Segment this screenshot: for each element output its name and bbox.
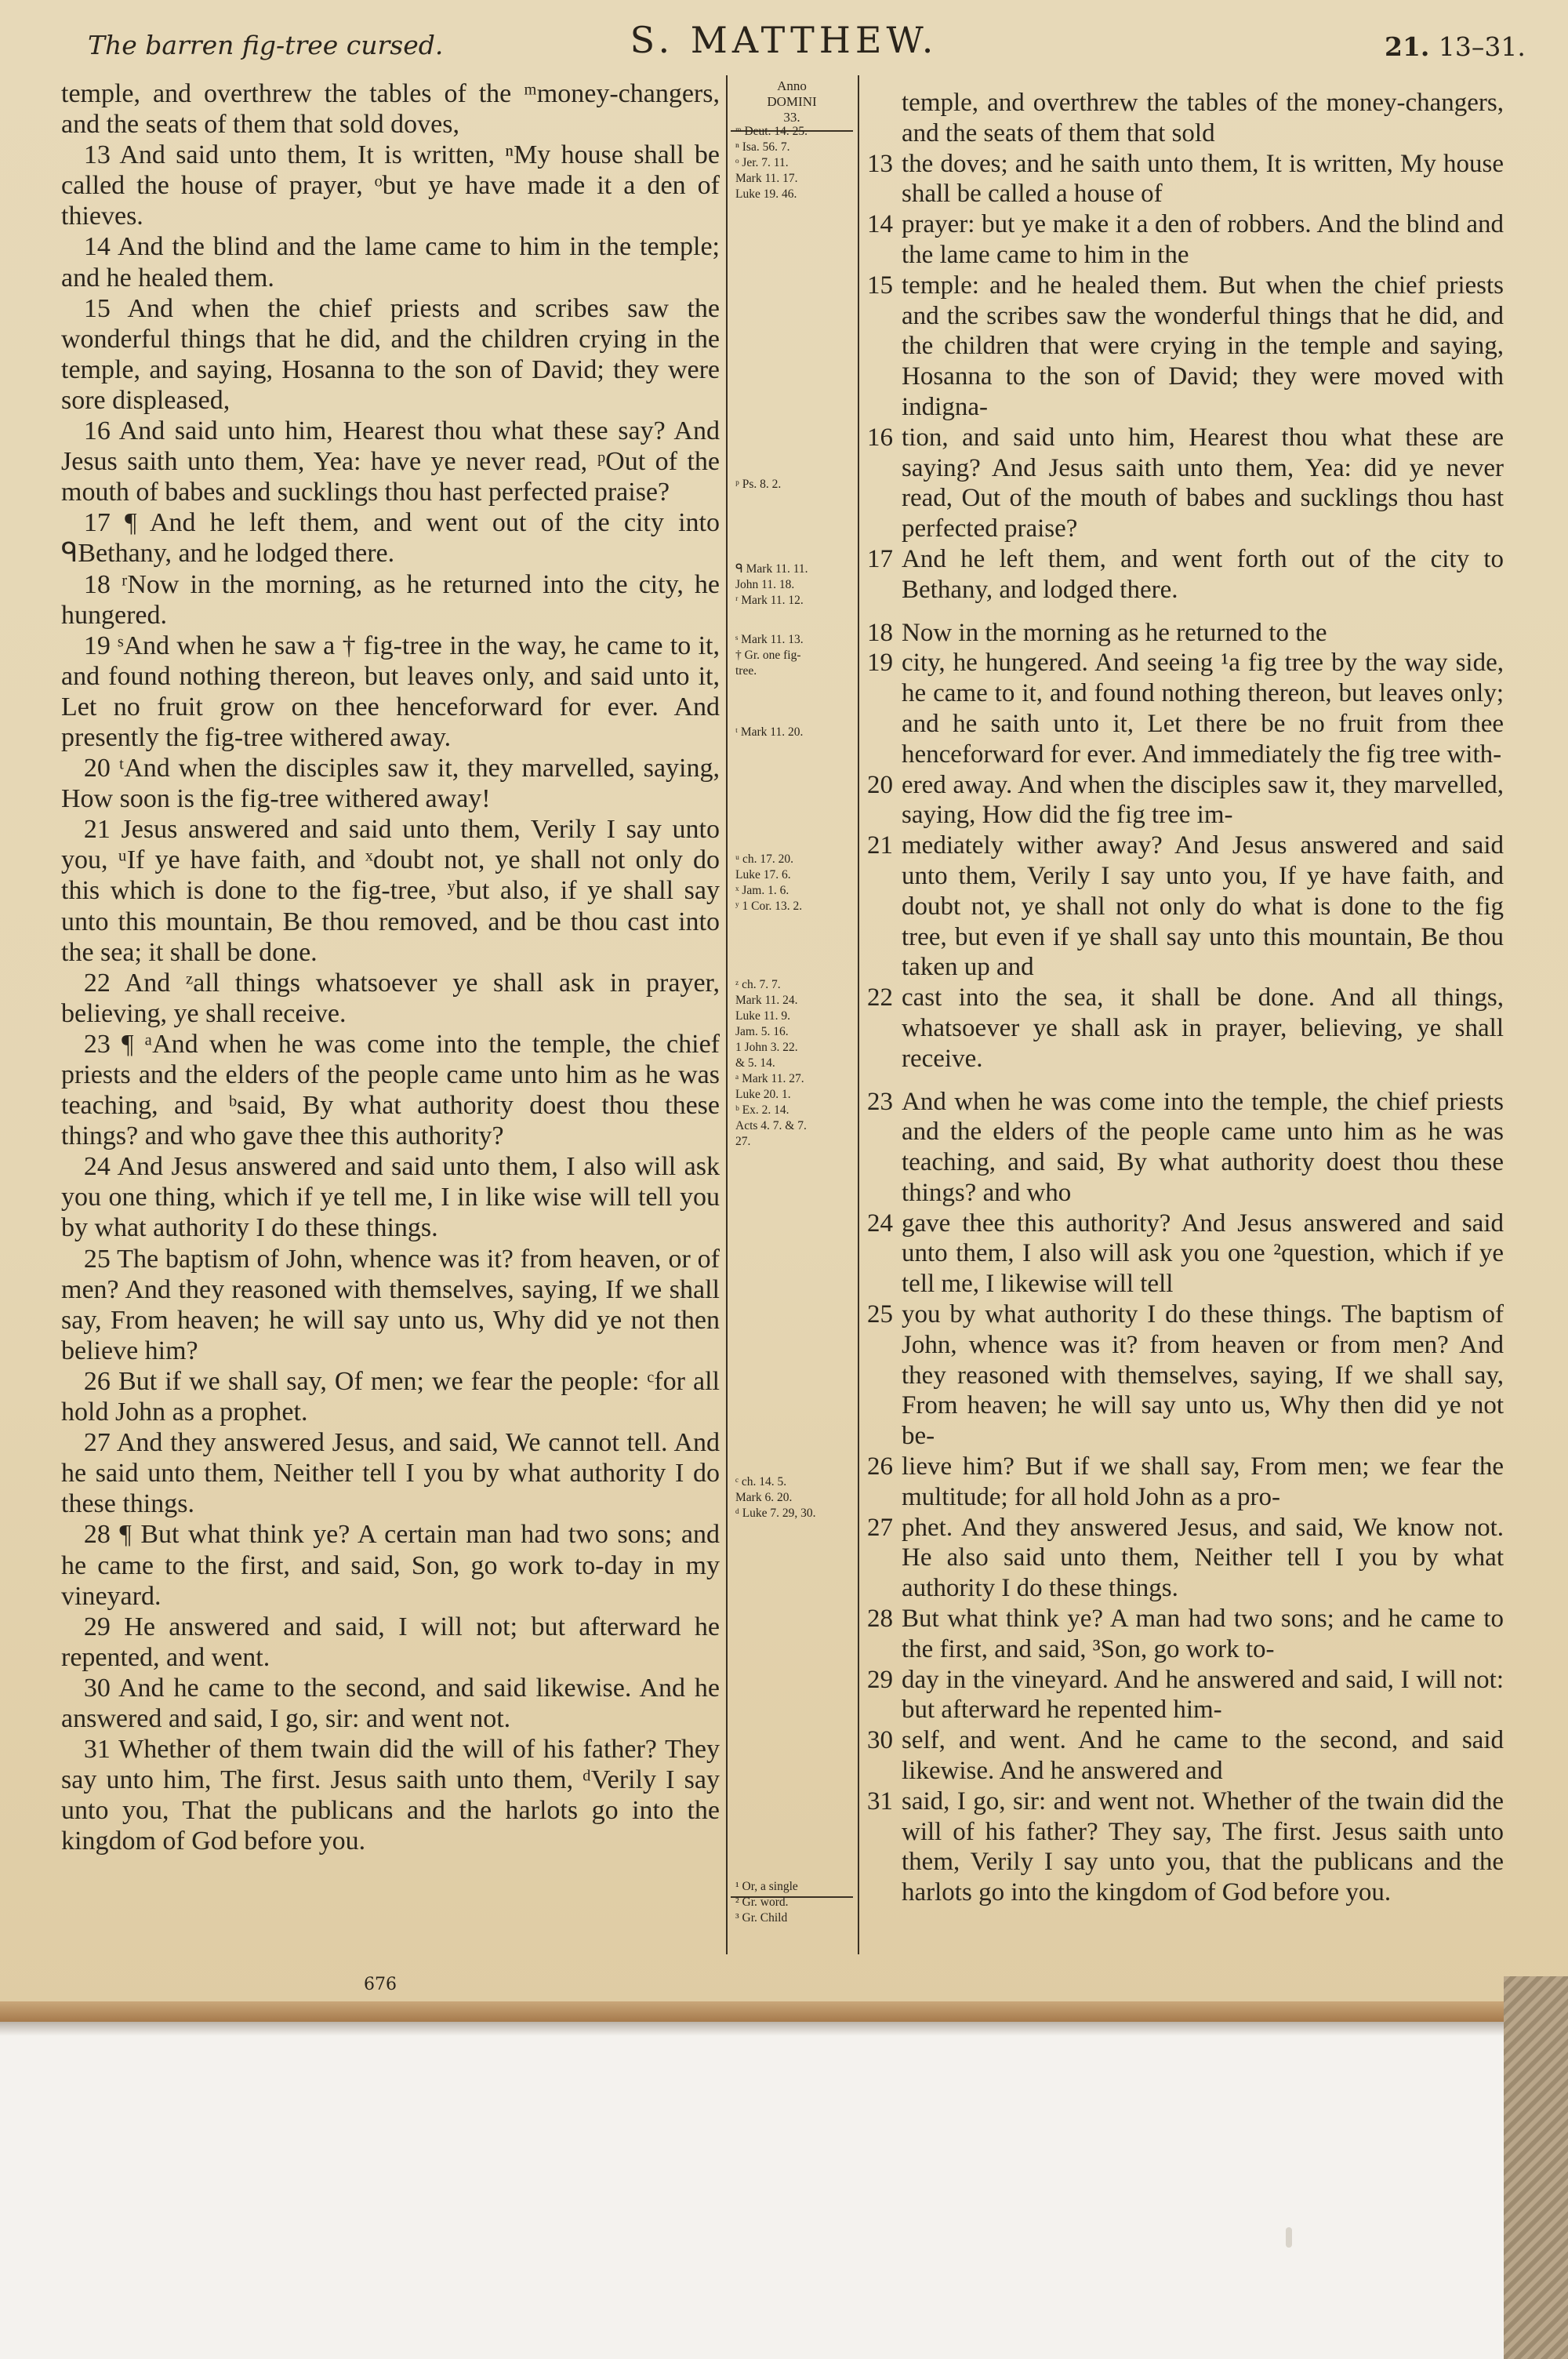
verse-number: 27	[867, 1513, 893, 1542]
chapter-verse-range	[1385, 31, 1526, 62]
rv-verse	[867, 1787, 1504, 1908]
verse-number: 20	[867, 770, 893, 799]
verse-text: cast into the sea, it shall be done. And all things, whatsoever ye shall ask in prayer, believing, ye shall receive.	[902, 983, 1504, 1073]
verse-number: 26	[867, 1452, 893, 1481]
verse-paragraph: 28 ¶ But what think ye? A certain man had two sons; and he came to the first, and said, Son, go work to-day in my vineyard.	[61, 1520, 720, 1611]
page-number: 676	[364, 1975, 397, 1994]
verse-text: But what think ye? A man had two sons; and he came to the first, and said, ³Son, go work to-	[902, 1605, 1504, 1663]
verse-paragraph: 19 ˢAnd when he saw a † fig-tree in the way, he came to it, and found nothing thereon, but leaves only, and said unto it, Let no fruit grow on thee henceforward for ever. And presently the fig-tree withered away.	[61, 631, 720, 752]
verse-text: And when he was come into the temple, the chief priests and the elders of the people came unto him as he was teaching, and said, By what authority doest thou these things? and who	[902, 1087, 1504, 1207]
rv-verse	[867, 618, 1504, 649]
verse-number: 17	[867, 544, 893, 573]
verse-number: 23	[867, 1087, 893, 1116]
cross-reference: ˢ Mark 11. 13. † Gr. one fig- tree.	[735, 633, 804, 678]
verse-paragraph: 21 Jesus answered and said unto them, Verily I say unto you, ᵘIf ye have faith, and ˣdoubt not, ye shall not only do this which is done to the fig-tree, ʸbut also, if ye shall say unto this mountain, Be thou removed, and be thou cast into the sea; it shall be done.	[61, 815, 720, 967]
verse-paragraph: 31 Whether of them twain did the will of his father? They say unto him, The first. Jesus saith unto them, ᵈVerily I say unto you, That the publicans and the harlots go into the kingdom of God before you.	[61, 1735, 720, 1856]
verse-paragraph: 26 But if we shall say, Of men; we fear the people: ᶜfor all hold John as a prophet.	[61, 1366, 720, 1427]
verse-number: 21	[867, 831, 893, 860]
verse-text: phet. And they answered Jesus, and said, We know not. He also said unto them, Neither tell I you by what authority I do these things.	[902, 1513, 1504, 1603]
cross-reference: ᵐ Deut. 14. 25. ⁿ Isa. 56. 7. ᵒ Jer. 7. 11. Mark 11. 17. Luke 19. 46.	[735, 125, 808, 201]
column-rule-right	[858, 75, 859, 1954]
verse-paragraph: temple, and overthrew the tables of the ᵐmoney-changers, and the seats of them that sold doves,	[61, 79, 720, 140]
verse-number: 16	[867, 423, 893, 452]
rv-verse	[867, 1725, 1504, 1787]
verse-text: temple, and overthrew the tables of the money-changers, and the seats of them that sold	[902, 89, 1504, 147]
verse-number: 30	[867, 1726, 893, 1755]
verse-text: ered away. And when the disciples saw it, they marvelled, saying, How did the fig tree im-	[902, 770, 1504, 830]
page-edge	[0, 2001, 1568, 2022]
rv-verse	[867, 271, 1504, 423]
marginal-references	[731, 75, 853, 1957]
verse-paragraph: 24 And Jesus answered and said unto them, I also will ask you one thing, which if ye tell me, I in like wise will tell you by what authority I do these things.	[61, 1152, 720, 1243]
verse-number: 28	[867, 1605, 893, 1634]
verse-number: 13	[867, 149, 893, 178]
verse-paragraph: 16 And said unto him, Hearest thou what these say? And Jesus saith unto them, Yea: have ye never read, ᵖOut of the mouth of babes and sucklings thou hast perfected praise?	[61, 416, 720, 507]
cross-reference: ¹ Or, a single ² Gr. word. ³ Gr. Child	[735, 1880, 798, 1925]
verse-paragraph: 25 The baptism of John, whence was it? from heaven, or of men? And they reasoned with themselves, saying, If we shall say, From heaven; he will say unto us, Why did ye not then believe him?	[61, 1244, 720, 1365]
verse-number: 19	[867, 649, 893, 678]
verse-text: you by what authority I do these things. The baptism of John, whence was it? from heaven or from men? And they reasoned with themselves, saying, If we shall say, From heaven; he will say unto us, Why then did ye not be-	[902, 1300, 1504, 1451]
rv-verse	[867, 1087, 1504, 1209]
verse-paragraph: 29 He answered and said, I will not; but afterward he repented, and went.	[61, 1612, 720, 1672]
verse-text: day in the vineyard. And he answered and said, I will not: but afterward he repented him-	[902, 1665, 1504, 1725]
verse-number: 14	[867, 210, 893, 239]
rv-verse	[867, 1665, 1504, 1726]
verse-number: 22	[867, 983, 893, 1012]
rv-verse	[867, 1209, 1504, 1299]
verse-paragraph: 17 ¶ And he left them, and went out of the city into ᑫBethany, and he lodged there.	[61, 508, 720, 569]
column-rule-left	[726, 75, 728, 1954]
rv-verse	[867, 1299, 1504, 1452]
verse-text: And he left them, and went forth out of the city to Bethany, and lodged there.	[902, 544, 1504, 604]
cross-reference: ᑫ Mark 11. 11. John 11. 18. ʳ Mark 11. 12.	[735, 562, 808, 607]
verse-paragraph: 18 ʳNow in the morning, as he returned into the city, he hungered.	[61, 569, 720, 630]
revised-version-column	[867, 88, 1504, 1908]
rv-verse	[867, 648, 1504, 769]
binding-cloth	[1504, 1976, 1568, 2359]
verse-number: 25	[867, 1300, 893, 1329]
verse-paragraph: 23 ¶ ᵃAnd when he was come into the temple, the chief priests and the elders of the people came unto him as he was teaching, and ᵇsaid, By what authority doest thou these things? and who gave thee this authority?	[61, 1029, 720, 1151]
rv-verse	[867, 88, 1504, 149]
rv-verse	[867, 1452, 1504, 1513]
verse-text: prayer: but ye make it a den of robbers. And the blind and the lame came to him in the	[902, 210, 1504, 269]
running-head-left: The barren fig-tree cursed.	[88, 30, 444, 60]
rv-verse	[867, 831, 1504, 983]
verse-number: 24	[867, 1209, 893, 1238]
dust-mark	[1286, 2227, 1292, 2248]
rv-verse	[867, 983, 1504, 1074]
rv-verse	[867, 1513, 1504, 1604]
verse-text: temple: and he healed them. But when the chief priests and the scribes saw the wonderful things that he did, and the children that were crying in the temple and saying, Hosanna to the son of David; they were moved with indigna-	[902, 271, 1504, 421]
verse-range: 13–31.	[1438, 31, 1526, 62]
rv-verse	[867, 423, 1504, 544]
verse-number: 29	[867, 1665, 893, 1694]
rv-verse	[867, 1604, 1504, 1665]
verse-paragraph: 30 And he came to the second, and said likewise. And he answered and said, I go, sir: and went not.	[61, 1673, 720, 1733]
rv-verse	[867, 770, 1504, 831]
page-shadow	[0, 2022, 1568, 2036]
cross-reference: ᵗ Mark 11. 20.	[735, 725, 804, 739]
verse-text: tion, and said unto him, Hearest thou what these are saying? And Jesus saith unto them, Yea: did ye never read, Out of the mouth of babes and sucklings thou hast perfected praise?	[902, 423, 1504, 543]
rv-verse	[867, 209, 1504, 271]
verse-paragraph: 22 And ᶻall things whatsoever ye shall ask in prayer, believing, ye shall receive.	[61, 968, 720, 1028]
rv-verse	[867, 544, 1504, 605]
cross-reference: ᶻ ch. 7. 7. Mark 11. 24. Luke 11. 9. Jam. 5. 16. 1 John 3. 22. & 5. 14. ᵃ Mark 11. 27. Luke 20. 1. ᵇ Ex. 2. 14. Acts 4. 7. & 7. 27.	[735, 978, 807, 1148]
cross-reference: ᶜ ch. 14. 5. Mark 6. 20. ᵈ Luke 7. 29, 30.	[735, 1475, 816, 1520]
chapter-number: 21.	[1385, 31, 1430, 62]
rv-verse	[867, 149, 1504, 210]
verse-paragraph: 14 And the blind and the lame came to him in the temple; and he healed them.	[61, 232, 720, 293]
cross-reference: ᵖ Ps. 8. 2.	[735, 478, 782, 491]
verse-number: 15	[867, 271, 893, 300]
verse-text: self, and went. And he came to the second, and said likewise. And he answered and	[902, 1726, 1504, 1786]
verse-number	[867, 88, 902, 149]
verse-paragraph: 13 And said unto them, It is written, ⁿMy house shall be called the house of prayer, ᵒbut ye have made it a den of thieves.	[61, 140, 720, 231]
verse-text: city, he hungered. And seeing ¹a fig tree by the way side, he came to it, and found nothing thereon, but leaves only; and he saith unto it, Let there be no fruit from thee henceforward for ever. And immediately the fig tree with-	[902, 649, 1504, 769]
book-title: S. MATTHEW.	[630, 19, 938, 61]
verse-number: 31	[867, 1787, 893, 1816]
verse-text: Now in the morning as he returned to the	[902, 618, 1327, 647]
verse-text: mediately wither away? And Jesus answered and said unto them, Verily I say unto you, If ye have faith, and doubt not, ye shall not only do what is done to the fig tree, but even if ye shall say unto this mountain, Be thou taken up and	[902, 831, 1504, 982]
verse-number: 18	[867, 618, 893, 647]
anno-domini-label: Anno DOMINI 33.	[767, 78, 817, 125]
verse-text: the doves; and he saith unto them, It is written, My house shall be called a house of	[902, 149, 1504, 209]
verse-text: said, I go, sir: and went not. Whether of the twain did the will of his father? They say, The first. Jesus saith unto them, Verily I say unto you, that the publicans and the harlots go into the kingdom of God before you.	[902, 1787, 1504, 1907]
verse-paragraph: 20 ᵗAnd when the disciples saw it, they marvelled, saying, How soon is the fig-tree withered away!	[61, 754, 720, 814]
verse-paragraph: 27 And they answered Jesus, and said, We cannot tell. And he said unto them, Neither tell I you by what authority I do these things.	[61, 1428, 720, 1519]
authorized-version-column	[61, 78, 720, 1856]
verse-paragraph: 15 And when the chief priests and scribes saw the wonderful things that he did, and the children crying in the temple, and saying, Hosanna to the son of David; they were sore displeased,	[61, 293, 720, 415]
verse-text: lieve him? But if we shall say, From men; we fear the multitude; for all hold John as a pro-	[902, 1452, 1504, 1511]
verse-text: gave thee this authority? And Jesus answered and said unto them, I also will ask you one ²question, which if ye tell me, I likewise will tell	[902, 1209, 1504, 1299]
cross-reference: ᵘ ch. 17. 20. Luke 17. 6. ˣ Jam. 1. 6. ʸ 1 Cor. 13. 2.	[735, 852, 803, 913]
